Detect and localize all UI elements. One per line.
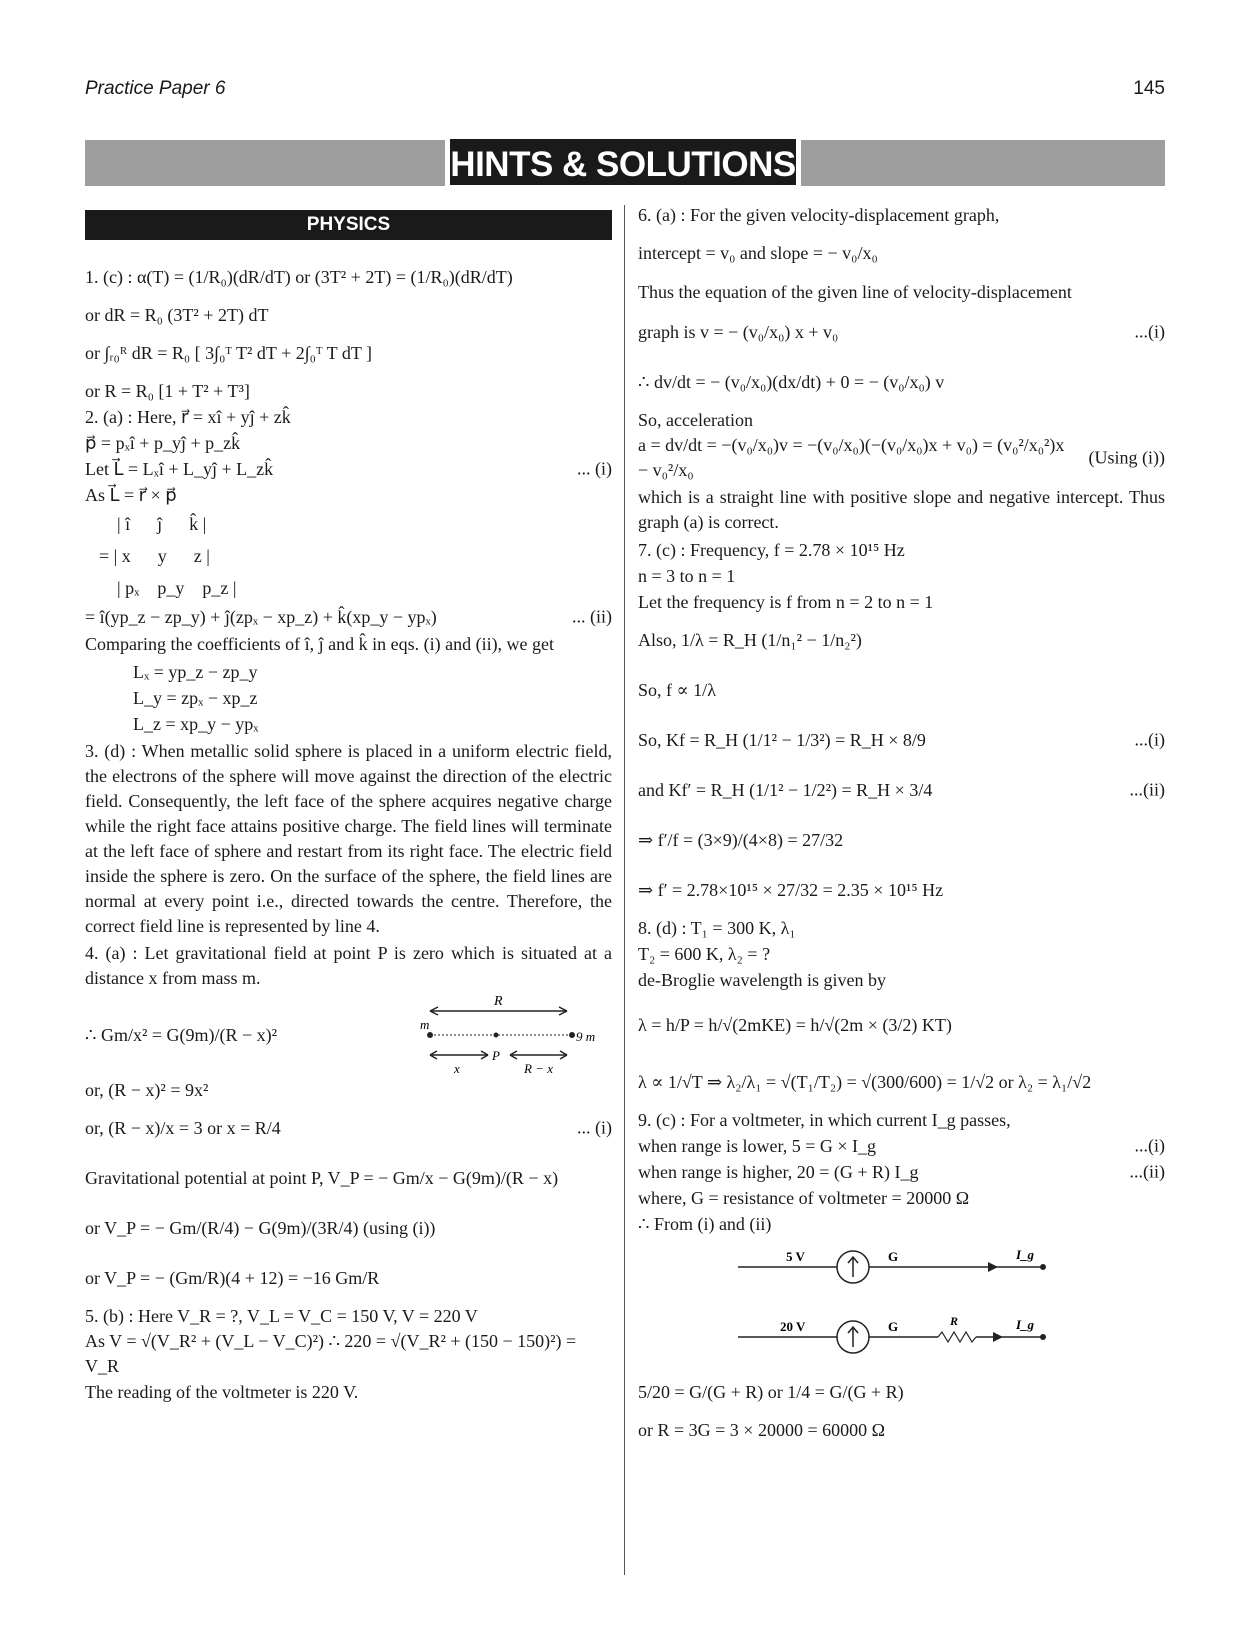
solution-text: Also, 1/λ = R_H (1/n₁² − 1/n₂²)	[638, 629, 862, 650]
gravity-diagram	[412, 993, 612, 1077]
solution-paragraph	[85, 739, 612, 939]
solution-line	[638, 1107, 1165, 1133]
solution-text: λ = h/P = h/√(2mKE) = h/√(2m × (3/2) KT)	[638, 1014, 952, 1035]
solution-text: 7. (c) : Frequency, f = 2.78 × 10¹⁵ Hz	[638, 539, 905, 560]
solution-text: 9. (c) : For a voltmeter, in which current I_g passes,	[638, 1109, 1011, 1130]
solution-line	[638, 765, 1165, 815]
solution-text: ∴ From (i) and (ii)	[638, 1213, 772, 1234]
equation-tag: ...(i)	[1134, 321, 1165, 342]
solution-text: or, (R − x)/x = 3 or x = R/4	[85, 1117, 281, 1138]
solution-line	[85, 328, 612, 378]
solution-line	[638, 589, 1165, 615]
circuit-diagrams	[638, 1237, 1165, 1367]
solution-line	[638, 615, 1165, 665]
circuit-20v	[738, 1314, 1046, 1353]
subject-heading: PHYSICS	[85, 210, 612, 240]
solution-line	[638, 1417, 1165, 1443]
solution-text: 2. (a) : Here, r⃗ = xî + yĵ + zk̂	[85, 406, 291, 427]
solution-line	[638, 307, 1165, 357]
solution-line	[638, 357, 1165, 407]
solution-text: Gravitational potential at point P, V_P = − Gm/x − G(9m)/(R − x)	[85, 1167, 559, 1188]
solution-text: Thus the equation of the given line of velocity-displacement	[638, 282, 1072, 302]
solution-line	[85, 659, 612, 685]
solution-line	[638, 407, 1165, 433]
banner-band-right	[801, 140, 1165, 186]
solution-text: Comparing the coefficients of î, ĵ and k̂ in eqs. (i) and (ii), we get	[85, 634, 555, 654]
solution-line	[85, 1329, 612, 1379]
solution-text: 3. (d) : When metallic solid sphere is placed in a uniform electric field, the electrons of the sphere will move against the direction of the electric field. Consequently, the left face of the sphere acquires negative charge while the right face attains positive charge. The field lines will terminate at the left face of sphere and restart from its right face. The electric field inside the sphere is zero. On the surface of the sphere, the field lines are normal at every point i.e., directed towards the centre. Therefore, the correct field line is represented by line 4.	[85, 741, 612, 936]
solution-line	[638, 665, 1165, 715]
solution-text: or ∫ᵣ₀ᴿ dR = R₀ [ 3∫₀ᵀ T² dT + 2∫₀ᵀ T dT ]	[85, 342, 372, 363]
solution-text: = | x y z |	[99, 545, 210, 566]
circuit-5v	[738, 1247, 1046, 1283]
label-G: G	[888, 1319, 899, 1334]
equation-tag: ...(i)	[1134, 1135, 1165, 1156]
label-Ig: I_g	[1016, 1317, 1035, 1332]
label-R: R	[494, 994, 503, 1009]
solution-text: 8. (d) : T₁ = 300 K, λ₁	[638, 917, 796, 938]
solution-line	[638, 993, 1165, 1057]
solution-line	[638, 815, 1165, 865]
solution-line	[638, 1367, 1165, 1417]
solution-text: when range is higher, 20 = (G + R) I_g	[638, 1161, 919, 1182]
solution-line	[85, 252, 612, 302]
solution-line	[85, 1303, 612, 1329]
label-P: P	[492, 1048, 500, 1063]
solution-paragraph	[638, 280, 1165, 305]
solution-line	[85, 1203, 612, 1253]
label-Ig: I_g	[1016, 1247, 1035, 1262]
solution-line	[85, 508, 612, 540]
solution-line	[85, 1077, 612, 1103]
solution-text: As V = √(V_R² + (V_L − V_C)²) ∴ 220 = √(V_R² + (150 − 150)²) = V_R	[85, 1331, 577, 1376]
solution-text: L_z = xp_y − ypₓ	[133, 713, 259, 734]
equation-tag: ... (i)	[577, 458, 612, 479]
solution-text: ⇒ f′ = 2.78×10¹⁵ × 27/32 = 2.35 × 10¹⁵ Hz	[638, 879, 944, 900]
solution-line	[85, 456, 612, 482]
equation-tag: ... (i)	[577, 1117, 612, 1138]
solution-text: de-Broglie wavelength is given by	[638, 969, 886, 990]
solution-line	[638, 1057, 1165, 1107]
solution-line	[85, 685, 612, 711]
solution-line	[638, 433, 1165, 483]
page-number: 145	[1133, 78, 1165, 99]
solution-line	[85, 404, 612, 430]
solution-text: ∴ dv/dt = − (v₀/x₀)(dx/dt) + 0 = − (v₀/x₀) v	[638, 371, 945, 392]
solution-text: where, G = resistance of voltmeter = 20000 Ω	[638, 1187, 970, 1208]
solution-text: ⇒ f′/f = (3×9)/(4×8) = 27/32	[638, 829, 844, 850]
label-R: R	[950, 1314, 959, 1328]
solution-text: or dR = R₀ (3T² + 2T) dT	[85, 304, 269, 325]
solution-line	[85, 572, 612, 604]
label-9m: 9 m	[576, 1029, 596, 1044]
solution-text: intercept = v₀ and slope = − v₀/x₀	[638, 242, 878, 263]
solution-text: Let the frequency is f from n = 2 to n = 1	[638, 591, 934, 612]
solution-line	[638, 563, 1165, 589]
solution-line	[85, 993, 612, 1077]
solution-text: or, (R − x)² = 9x²	[85, 1079, 209, 1100]
solution-line	[638, 537, 1165, 563]
solution-paragraph	[638, 485, 1165, 535]
solution-text: λ ∝ 1/√T ⇒ λ₂/λ₁ = √(T₁/T₂) = √(300/600) = 1/√2 or λ₂ = λ₁/√2	[638, 1071, 1092, 1092]
column-divider	[624, 205, 625, 1575]
solution-line	[638, 1159, 1165, 1185]
solution-text: ∴ Gm/x² = G(9m)/(R − x)²	[85, 1024, 278, 1045]
solution-line	[638, 202, 1165, 228]
solution-text: 1. (c) : α(T) = (1/R₀)(dR/dT) or (3T² + 2T) = (1/R₀)(dR/dT)	[85, 266, 513, 287]
solution-line	[638, 715, 1165, 765]
solution-text: when range is lower, 5 = G × I_g	[638, 1135, 877, 1156]
running-header-title: Practice Paper 6	[85, 78, 226, 99]
equation-tag: (Using (i))	[1088, 447, 1165, 468]
solution-paragraph	[85, 941, 612, 991]
solution-text: or V_P = − Gm/(R/4) − G(9m)/(3R/4) (using (i))	[85, 1217, 436, 1238]
solution-text: L_y = zpₓ − xp_z	[133, 687, 258, 708]
solution-text: a = dv/dt = −(v₀/x₀)v = −(v₀/x₀)(−(v₀/x₀)x + v₀) = (v₀²/x₀²)x − v₀²/x₀	[638, 435, 1065, 480]
banner-band-left	[85, 140, 445, 186]
solution-line	[638, 1185, 1165, 1211]
solution-line	[638, 1133, 1165, 1159]
solution-text: Lₓ = yp_z − zp_y	[133, 661, 258, 682]
solution-line	[85, 1379, 612, 1405]
solution-line	[85, 604, 612, 630]
solution-line	[638, 941, 1165, 967]
left-column	[85, 252, 612, 1405]
right-column	[638, 202, 1165, 1443]
solution-text: So, f ∝ 1/λ	[638, 679, 716, 700]
solution-paragraph	[85, 632, 612, 657]
solution-text: The reading of the voltmeter is 220 V.	[85, 1381, 359, 1402]
solution-line	[85, 1103, 612, 1153]
label-G: G	[888, 1249, 899, 1264]
solution-text: 5/20 = G/(G + R) or 1/4 = G/(G + R)	[638, 1381, 904, 1402]
label-m: m	[420, 1017, 430, 1032]
solution-text: So, acceleration	[638, 409, 753, 430]
solution-text: or V_P = − (Gm/R)(4 + 12) = −16 Gm/R	[85, 1267, 380, 1288]
section-banner: HINTS & SOLUTIONS	[447, 136, 799, 188]
solution-text: | pₓ p_y p_z |	[99, 577, 237, 598]
solution-line	[638, 228, 1165, 278]
solution-line	[85, 302, 612, 328]
solution-text: 5. (b) : Here V_R = ?, V_L = V_C = 150 V, V = 220 V	[85, 1305, 478, 1326]
solution-text: and Kf′ = R_H (1/1² − 1/2²) = R_H × 3/4	[638, 779, 933, 800]
solution-text: So, Kf = R_H (1/1² − 1/3²) = R_H × 8/9	[638, 729, 926, 750]
solution-line	[85, 482, 612, 508]
solution-text: which is a straight line with positive slope and negative intercept. Thus graph (a) is correct.	[638, 487, 1165, 532]
solution-text: or R = R₀ [1 + T² + T³]	[85, 380, 250, 401]
label-x: x	[454, 1061, 460, 1076]
solution-text: 4. (a) : Let gravitational field at point P is zero which is situated at a distance x from mass m.	[85, 943, 612, 988]
label-20v: 20 V	[780, 1319, 806, 1334]
solution-text: = î(yp_z − zp_y) + ĵ(zpₓ − xp_z) + k̂(xp_y − ypₓ)	[85, 606, 437, 627]
label-R-minus-x: R − x	[524, 1061, 553, 1076]
solution-text: As L⃗ = r⃗ × p⃗	[85, 484, 177, 505]
solution-line	[85, 711, 612, 737]
equation-tag: ... (ii)	[572, 606, 612, 627]
solution-line	[638, 967, 1165, 993]
solution-text: or R = 3G = 3 × 20000 = 60000 Ω	[638, 1419, 885, 1440]
solution-text: Let L⃗ = Lₓî + L_yĵ + L_zk̂	[85, 458, 274, 479]
solution-text: 6. (a) : For the given velocity-displacement graph,	[638, 204, 1000, 225]
solution-text: p⃗ = pₓî + p_yĵ + p_zk̂	[85, 432, 241, 453]
solution-text: | î ĵ k̂ |	[99, 513, 207, 534]
voltmeter-circuits	[698, 1237, 1098, 1367]
solution-text: n = 3 to n = 1	[638, 565, 736, 586]
solution-line	[85, 540, 612, 572]
equation-tag: ...(ii)	[1129, 779, 1165, 800]
solution-text: graph is v = − (v₀/x₀) x + v₀	[638, 321, 839, 342]
solution-line	[85, 1153, 612, 1203]
solution-line	[638, 915, 1165, 941]
solution-line	[638, 865, 1165, 915]
solution-line	[85, 1253, 612, 1303]
solution-line	[85, 430, 612, 456]
label-5v: 5 V	[786, 1249, 805, 1264]
equation-tag: ...(ii)	[1129, 1161, 1165, 1182]
solution-line	[85, 378, 612, 404]
solution-line	[638, 1211, 1165, 1237]
equation-tag: ...(i)	[1134, 729, 1165, 750]
solution-text: T₂ = 600 K, λ₂ = ?	[638, 943, 771, 964]
